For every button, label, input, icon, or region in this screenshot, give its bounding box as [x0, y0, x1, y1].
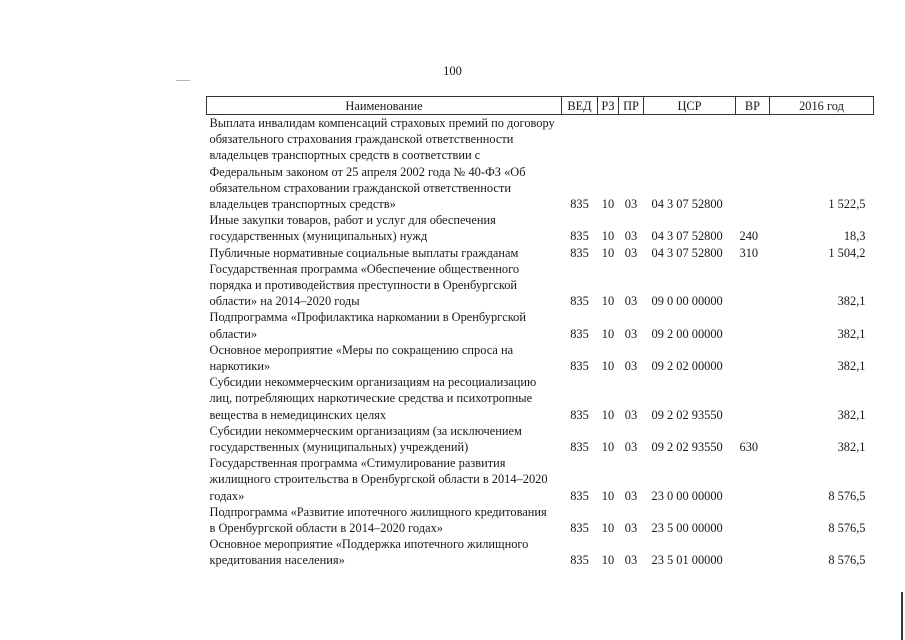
table-header-row: [207, 97, 874, 115]
row-vr: 310: [739, 245, 759, 260]
header-vr: ВР: [736, 97, 770, 115]
row-csr: 23 5 00 00000: [651, 521, 723, 536]
header-rz: РЗ: [598, 97, 619, 115]
row-vr: [736, 504, 770, 536]
row-sum: 8 576,5: [828, 553, 866, 568]
row-csr: 09 0 00 00000: [651, 294, 723, 309]
row-name: Иные закупки товаров, работ и услуг для обеспечения государственных (муниципальных) нужд: [209, 213, 496, 244]
row-ved: 835: [570, 440, 589, 455]
row-csr: 04 3 07 52800: [651, 197, 723, 212]
row-pr: 03: [624, 407, 638, 422]
header-pr: ПР: [619, 97, 644, 115]
table-row: [207, 212, 874, 244]
row-pr: 03: [624, 521, 638, 536]
header-ved: ВЕД: [562, 97, 598, 115]
row-rz: 10: [601, 440, 615, 455]
row-sum: 382,1: [837, 294, 866, 309]
scan-artifact-mark: [176, 80, 190, 81]
table-row: [207, 536, 874, 568]
row-rz: 10: [601, 521, 615, 536]
row-sum: 382,1: [837, 326, 866, 341]
row-pr: 03: [624, 229, 638, 244]
row-sum: 1 504,2: [828, 245, 866, 260]
row-csr: 09 2 02 93550: [651, 440, 723, 455]
row-ved: 835: [570, 521, 589, 536]
row-csr: 04 3 07 52800: [651, 245, 723, 260]
row-rz: 10: [601, 407, 615, 422]
row-pr: 03: [624, 553, 638, 568]
row-rz: 10: [601, 245, 615, 260]
row-csr: 09 2 02 00000: [651, 359, 723, 374]
row-rz: 10: [601, 229, 615, 244]
row-ved: 835: [570, 245, 589, 260]
row-rz: 10: [601, 359, 615, 374]
row-rz: 10: [601, 294, 615, 309]
table-row: [207, 504, 874, 536]
row-sum: 18,3: [843, 229, 866, 244]
row-name: Государственная программа «Стимулирование развития жилищного строительства в Оренбургской области в 2014–2020 годах»: [209, 456, 548, 503]
row-pr: 03: [624, 294, 638, 309]
row-name: Субсидии некоммерческим организациям на ресоциализацию лиц, потребляющих наркотические средства и психотропные вещества в немедицинских целях: [209, 375, 537, 422]
row-ved: 835: [570, 359, 589, 374]
row-csr: 23 0 00 00000: [651, 488, 723, 503]
row-pr: 03: [624, 359, 638, 374]
row-ved: 835: [570, 407, 589, 422]
row-pr: 03: [624, 197, 638, 212]
row-pr: 03: [624, 245, 638, 260]
row-vr: [736, 115, 770, 213]
row-name: Основное мероприятие «Меры по сокращению спроса на наркотики»: [209, 342, 514, 374]
row-name: Подпрограмма «Профилактика наркомании в Оренбургской области»: [209, 310, 526, 341]
table-row: [207, 455, 874, 504]
row-vr: [736, 536, 770, 568]
row-vr: [736, 261, 770, 310]
row-name: Подпрограмма «Развитие ипотечного жилищного кредитования в Оренбургской области в 2014–2020 годах»: [209, 504, 547, 536]
row-sum: 382,1: [837, 407, 866, 422]
row-vr: 630: [739, 440, 759, 455]
row-vr: 240: [739, 229, 759, 244]
row-csr: 04 3 07 52800: [651, 229, 723, 244]
row-ved: 835: [570, 197, 589, 212]
row-rz: 10: [601, 488, 615, 503]
header-year: 2016 год: [770, 97, 874, 115]
row-vr: [736, 455, 770, 504]
row-ved: 835: [570, 326, 589, 341]
row-pr: 03: [624, 440, 638, 455]
table-row: [207, 245, 874, 261]
table-row: [207, 342, 874, 374]
scan-artifact-edge: [901, 592, 903, 640]
table-row: [207, 374, 874, 423]
row-vr: [736, 374, 770, 423]
page-number: 100: [443, 64, 462, 78]
row-sum: 8 576,5: [828, 521, 866, 536]
table-row: [207, 115, 874, 213]
row-name: Субсидии некоммерческим организациям (за исключением государственных (муниципальных) учреждений): [209, 423, 522, 455]
row-name: Основное мероприятие «Поддержка ипотечного жилищного кредитования населения»: [209, 537, 529, 568]
row-sum: 382,1: [837, 440, 866, 455]
row-name: Государственная программа «Обеспечение общественного порядка и противодействия преступности в Оренбургской области» на 2014–2020 годы: [209, 261, 520, 309]
row-ved: 835: [570, 488, 589, 503]
row-csr: 23 5 01 00000: [651, 553, 723, 568]
row-vr: [736, 309, 770, 341]
header-csr: ЦСР: [644, 97, 736, 115]
row-vr: [736, 342, 770, 374]
row-ved: 835: [570, 229, 589, 244]
row-csr: 09 2 02 93550: [651, 407, 723, 422]
budget-table: [206, 96, 874, 569]
row-name: Публичные нормативные социальные выплаты гражданам: [209, 245, 519, 260]
row-ved: 835: [570, 294, 589, 309]
row-sum: 1 522,5: [828, 197, 866, 212]
row-pr: 03: [624, 326, 638, 341]
row-sum: 382,1: [837, 359, 866, 374]
row-name: Выплата инвалидам компенсаций страховых премий по договору обязательного страхования гражданской ответственности владельцев транспортных средств в соответствии с Федеральным законом от 25 апреля 2002 года № 40-ФЗ «Об обязательном страховании гражданской ответственности владельцев транспортных средств»: [209, 116, 555, 212]
row-pr: 03: [624, 488, 638, 503]
table-row: [207, 309, 874, 341]
table-row: [207, 261, 874, 310]
row-rz: 10: [601, 197, 615, 212]
header-name: Наименование: [207, 97, 562, 115]
row-ved: 835: [570, 553, 589, 568]
row-rz: 10: [601, 553, 615, 568]
table-row: [207, 423, 874, 455]
row-rz: 10: [601, 326, 615, 341]
row-csr: 09 2 00 00000: [651, 326, 723, 341]
row-sum: 8 576,5: [828, 488, 866, 503]
